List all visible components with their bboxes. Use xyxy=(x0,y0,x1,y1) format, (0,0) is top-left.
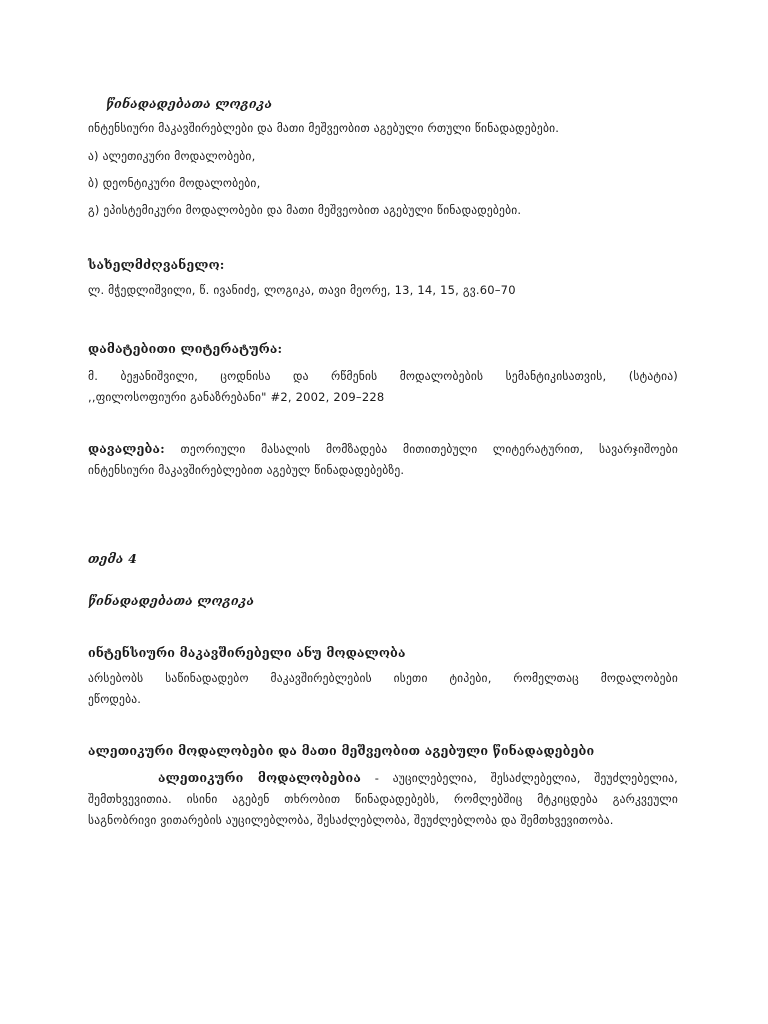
list-item: ბ) დეონტიკური მოდალობები, xyxy=(88,176,261,190)
assignment: დავალება: თეორიული მასალის მომზადება მითითებული ლიტერატურით, სავარჯიშოები ინტენსიური მაკავშირებლებით აგებულ წინადადებებზე. xyxy=(88,441,678,477)
list-item: ა) ალეთიკური მოდალობები, xyxy=(88,149,256,163)
additional-literature-reference: მ. ბეჟანიშვილი, ცოდნისა და რწმენის მოდალობების სემანტიკისათვის, (სტატია) ,,ფილოსოფიური განაზრებანი" #2, 2002, 209–228 xyxy=(88,369,678,404)
alethic-term: ალეთიკური მოდალობებია xyxy=(158,770,362,785)
additional-literature-heading: დამატებითი ლიტერატურა: xyxy=(88,341,283,356)
theme-title: თემა 4 xyxy=(88,551,137,566)
alethic-heading: ალეთიკური მოდალობები და მათი მეშვეობით აგებული წინადადებები xyxy=(88,743,595,758)
textbook-reference: ლ. მჭედლიშვილი, წ. ივანიძე, ლოგიკა, თავი მეორე, 13, 14, 15, გვ.60–70 xyxy=(88,283,516,297)
intensional-paragraph: არსებობს საწინადადებო მაკავშირებლების ისეთი ტიპები, რომელთაც მოდალობები ეწოდება. xyxy=(88,671,678,706)
assignment-label: დავალება: xyxy=(88,441,165,456)
section-intro: ინტენსიური მაკავშირებლები და მათი მეშვეობით აგებული რთული წინადადებები. xyxy=(88,121,560,135)
theme-subtitle: წინადადებათა ლოგიკა xyxy=(88,593,255,608)
textbook-heading: სახელმძღვანელო: xyxy=(88,257,225,272)
intensional-heading: ინტენსიური მაკავშირებელი ანუ მოდალობა xyxy=(88,645,406,660)
list-item: გ) ეპისტემიკური მოდალობები და მათი მეშვეობით აგებული წინადადებები. xyxy=(88,203,522,217)
alethic-paragraph: ალეთიკური მოდალობებია - აუცილებელია, შესაძლებელია, შეუძლებელია, შემთხვევითია. ისინი აგებენ თხრობით წინადადებებს, რომლებშიც მტკიცდება გარკვეული საგნობრივი ვითარების აუცილებლობა, შესაძლებლობა, შეუძლებლობა და შემთხვევითობა. xyxy=(88,770,678,827)
section-heading: წინადადებათა ლოგიკა xyxy=(106,96,273,111)
